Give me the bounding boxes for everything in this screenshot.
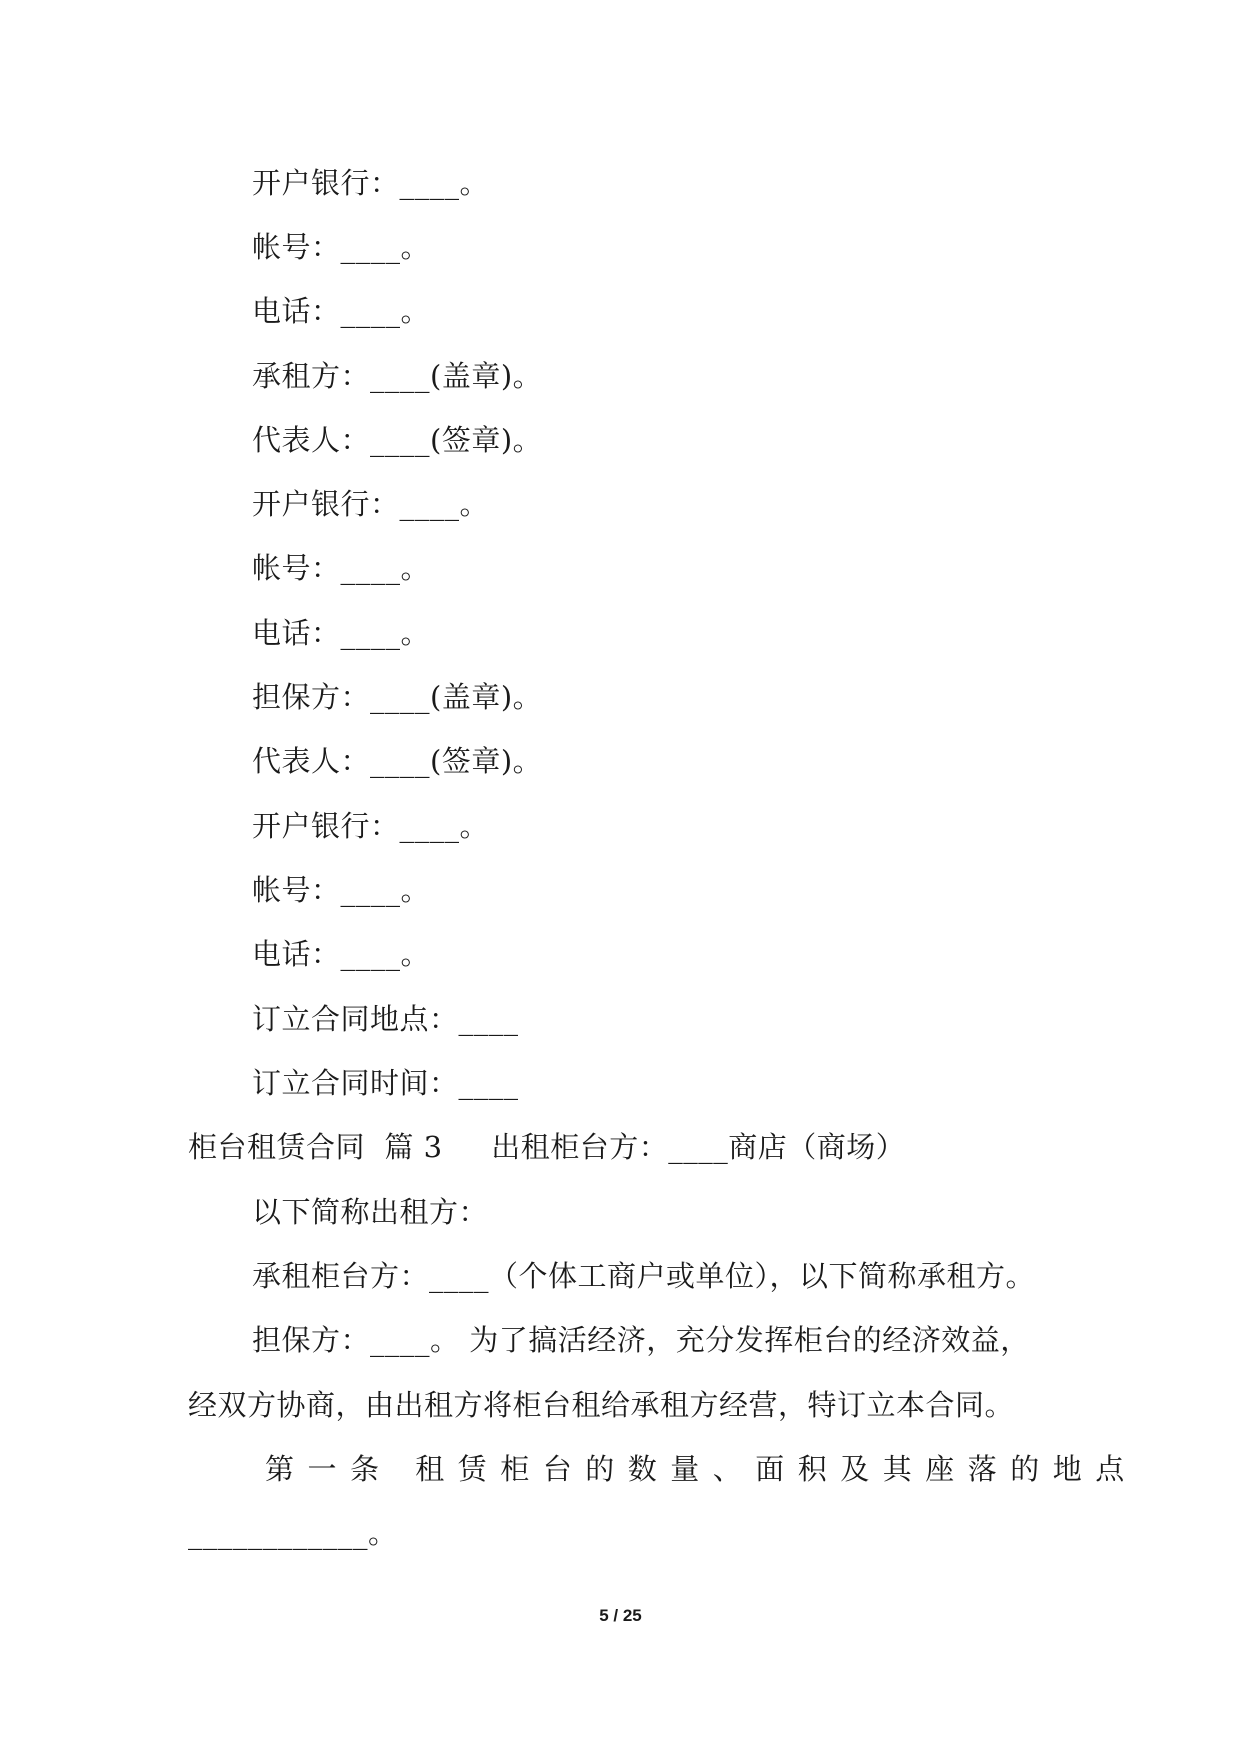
- account-line: 帐号：____。: [252, 551, 431, 585]
- account-line: 帐号：____。: [252, 873, 431, 907]
- lessor-note-line: 以下简称出租方：: [252, 1195, 489, 1229]
- phone-line: 电话：____。: [252, 294, 431, 328]
- bank-line: 开户银行：____。: [252, 166, 490, 200]
- page-number: 5 / 25: [599, 1606, 642, 1625]
- signing-place-line: 订立合同地点：____: [252, 1002, 519, 1036]
- representative-line: 代表人：____(签章)。: [252, 744, 543, 778]
- guarantor-purpose-line: 担保方：____。 为了搞活经济，充分发挥柜台的经济效益，: [252, 1323, 1030, 1357]
- lessee-counter-line: 承租柜台方：____（个体工商户或单位），以下简称承租方。: [252, 1259, 1036, 1293]
- bank-line: 开户银行：____。: [252, 809, 490, 843]
- article-one-blank-line: ____________。: [188, 1516, 398, 1550]
- phone-line: 电话：____。: [252, 937, 431, 971]
- guarantor-line: 担保方：____(盖章)。: [252, 680, 543, 714]
- phone-line: 电话：____。: [252, 616, 431, 650]
- signing-time-line: 订立合同时间：____: [252, 1066, 519, 1100]
- lessee-line: 承租方：____(盖章)。: [252, 359, 543, 393]
- agreement-line: 经双方协商，由出租方将柜台租给承租方经营，特订立本合同。: [188, 1388, 1015, 1422]
- representative-line: 代表人：____(签章)。: [252, 423, 543, 457]
- account-line: 帐号：____。: [252, 230, 431, 264]
- bank-line: 开户银行：____。: [252, 487, 490, 521]
- contract-heading-line: 柜台租赁合同 篇 3 出租柜台方：____商店（商场）: [188, 1130, 906, 1164]
- article-one-line: 第一条 租赁柜台的数量、面积及其座落的地点: [265, 1452, 1138, 1486]
